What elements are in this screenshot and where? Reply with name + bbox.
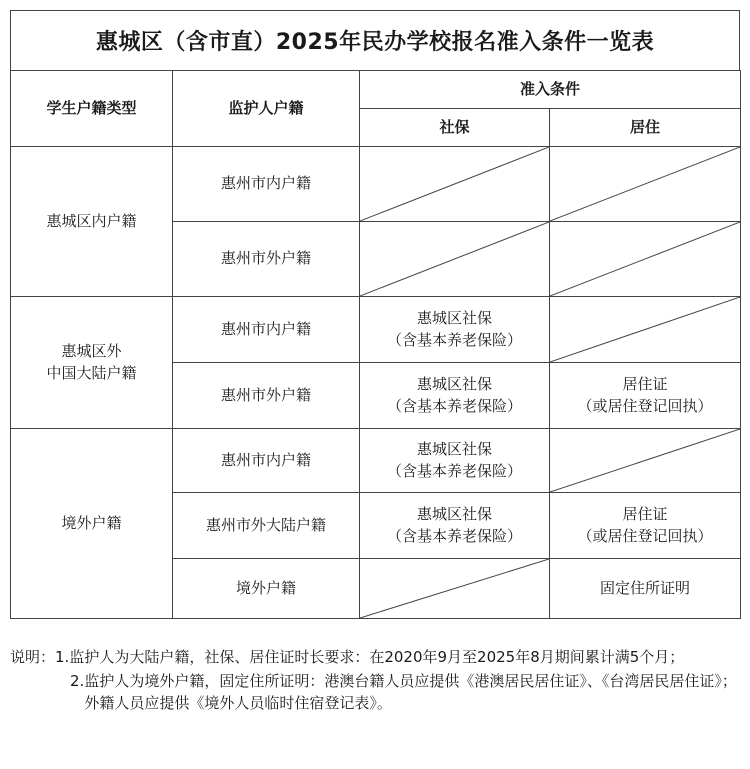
header-conditions: 准入条件 [360,71,741,109]
social-security-cell: 惠城区社保 （含基本养老保险） [360,297,550,363]
note-text: 监护人为大陆户籍，社保、居住证时长要求：在2020年9月至2025年8月期间累计满5个月； [69,648,685,666]
header-residence: 居住 [550,109,741,147]
student-type-cell: 惠城区内户籍 [11,147,173,297]
page-title: 惠城区（含市直）2025年民办学校报名准入条件一览表 [10,10,740,70]
notes-section [10,646,740,714]
empty-cell-slash [550,297,741,363]
note-number: 1. [55,648,70,666]
guardian-cell: 惠州市内户籍 [173,147,360,222]
header-social-security: 社保 [360,109,550,147]
guardian-cell: 惠州市内户籍 [173,297,360,363]
student-type-cell: 境外户籍 [11,429,173,619]
empty-cell-slash [360,147,550,222]
social-security-cell: 惠城区社保 （含基本养老保险） [360,363,550,429]
table-row [11,147,741,222]
note-item-2 [10,670,740,714]
residence-cell: 居住证 （或居住登记回执） [550,493,741,559]
notes-label: 说明： [10,648,56,666]
note-item-1 [10,646,740,668]
table-row [11,429,741,493]
empty-cell-slash [550,429,741,493]
guardian-cell: 惠州市外户籍 [173,363,360,429]
empty-cell-slash [360,222,550,297]
guardian-cell: 惠州市外户籍 [173,222,360,297]
student-type-cell: 惠城区外 中国大陆户籍 [11,297,173,429]
residence-cell: 居住证 （或居住登记回执） [550,363,741,429]
header-guardian-type: 监护人户籍 [173,71,360,147]
note-text: 监护人为境外户籍，固定住所证明：港澳台籍人员应提供《港澳居民居住证》、《台湾居民居住证》；外籍人员应提供《境外人员临时住宿登记表》。 [84,672,737,712]
residence-cell: 固定住所证明 [550,559,741,619]
empty-cell-slash [550,222,741,297]
header-student-type: 学生户籍类型 [11,71,173,147]
conditions-table [10,70,741,619]
empty-cell-slash [550,147,741,222]
empty-cell-slash [360,559,550,619]
note-number: 2. [70,672,85,690]
table-row [11,297,741,363]
social-security-cell: 惠城区社保 （含基本养老保险） [360,493,550,559]
guardian-cell: 惠州市外大陆户籍 [173,493,360,559]
guardian-cell: 惠州市内户籍 [173,429,360,493]
social-security-cell: 惠城区社保 （含基本养老保险） [360,429,550,493]
guardian-cell: 境外户籍 [173,559,360,619]
